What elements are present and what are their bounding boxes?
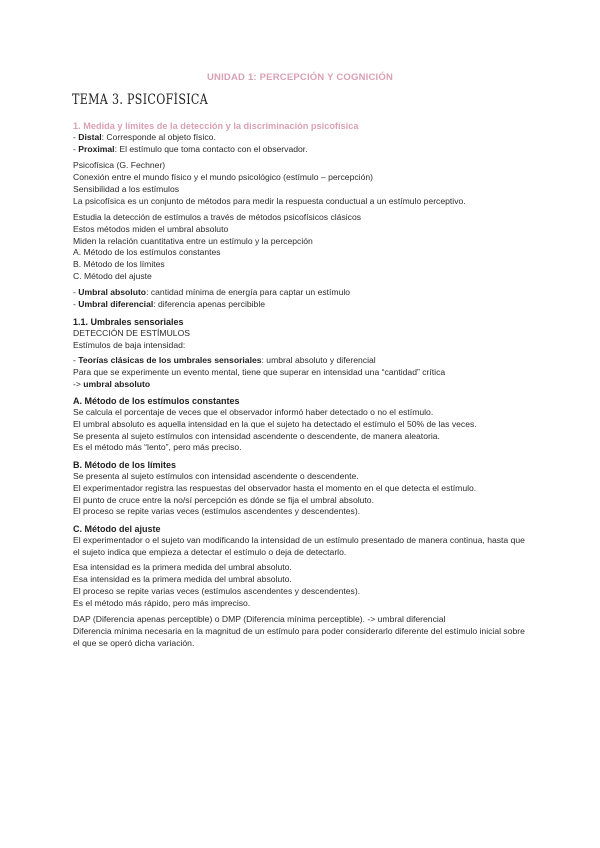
paragraph: Es el método más rápido, pero más impreciso. (73, 597, 251, 608)
list-item: C. Método del ajuste (73, 270, 152, 281)
paragraph: DETECCIÓN DE ESTÍMULOS (73, 327, 190, 338)
paragraph: Psicofísica (G. Fechner) (73, 160, 166, 171)
list-item: B. Método de los límites (73, 259, 165, 270)
subsection-heading: 1.1. Umbrales sensoriales (73, 316, 184, 327)
paragraph: El proceso se repite varias veces (estímulos ascendentes y descendentes). (73, 585, 361, 596)
section-heading: 1. Medida y límites de la detección y la discriminación psicofísica (73, 121, 359, 131)
paragraph: Esa intensidad es la primera medida del umbral absoluto. (73, 562, 292, 573)
paragraph: Estos métodos miden el umbral absoluto (73, 223, 229, 234)
subsection-heading: B. Método de los límites (73, 460, 177, 471)
paragraph: Para que se experimente un evento mental, tiene que superar en intensidad una “cantidad” crítica (73, 366, 446, 377)
paragraph: El experimentador registra las respuestas del observador hasta el momento en el que detecta el estímulo. (73, 482, 477, 493)
paragraph: El experimentador o el sujeto van modificando la intensidad de un estímulo presentado de manera continua, hasta que el sujeto indica que empieza a detectar el estímulo o deja de detectarlo. (73, 534, 525, 557)
umbral-diferencial-line: - Umbral diferencial: diferencia apenas percibible (73, 299, 266, 310)
arrow-line: -> umbral absoluto (73, 378, 151, 389)
paragraph: El punto de cruce entre la no/sí percepción es dónde se fija el umbral absoluto. (73, 494, 374, 505)
tema-title: TEMA 3. PSICOFÍSICA (72, 92, 209, 108)
list-item: A. Método de los estímulos constantes (73, 247, 221, 258)
paragraph: La psicofísica es un conjunto de métodos para medir la respuesta conductual a un estímulo perceptivo. (73, 195, 466, 206)
paragraph: Estímulos de baja intensidad: (73, 339, 186, 350)
paragraph: DAP (Diferencia apenas perceptible) o DMP (Diferencia mínima perceptible). -> umbral diferencial (73, 614, 446, 625)
paragraph: Conexión entre el mundo físico y el mundo psicológico (estímulo – percepción) (73, 172, 373, 183)
paragraph: Miden la relación cuantitativa entre un estímulo y la percepción (73, 235, 313, 246)
paragraph: Esa intensidad es la primera medida del umbral absoluto. (73, 574, 292, 585)
paragraph: Estudia la detección de estímulos a través de métodos psicofísicos clásicos (73, 212, 362, 223)
subsection-heading: A. Método de los estímulos constantes (73, 396, 240, 407)
paragraph: Diferencia mínima necesaria en la magnitud de un estímulo para poder considerarlo diferente del estímulo inicial sobre el que se operó dicha variación. (73, 625, 525, 648)
paragraph: El umbral absoluto es aquella intensidad en la que el sujeto ha detectado el estímulo el 50% de las veces. (73, 419, 477, 430)
distal-term: Distal (78, 132, 102, 142)
teorias-line: - Teorías clásicas de los umbrales sensoriales: umbral absoluto y diferencial (73, 355, 376, 366)
paragraph: Se calcula el porcentaje de veces que el observador informó haber detectado o no el estímulo. (73, 407, 434, 418)
paragraph: El proceso se repite varias veces (estímulos ascendentes y descendentes). (73, 506, 361, 517)
paragraph: Se presenta al sujeto estímulos con intensidad ascendente o descendente, de manera aleatoria. (73, 430, 440, 441)
paragraph: Es el método más “lento”, pero más preciso. (73, 442, 242, 453)
paragraph: Se presenta al sujeto estímulos con intensidad ascendente o descendente. (73, 471, 359, 482)
paragraph: Sensibilidad a los estímulos (73, 183, 180, 194)
subsection-heading: C. Método del ajuste (73, 523, 161, 534)
distal-line: - Distal: Corresponde al objeto físico. (73, 132, 216, 142)
proximal-line: - Proximal: El estímulo que toma contacto con el observador. (73, 143, 308, 154)
document-body (73, 120, 530, 649)
umbral-absoluto-line: - Umbral absoluto: cantidad mínima de energía para captar un estímulo (73, 287, 351, 298)
proximal-term: Proximal (78, 143, 115, 154)
unit-title: UNIDAD 1: PERCEPCIÓN Y COGNICIÓN (206, 72, 394, 83)
